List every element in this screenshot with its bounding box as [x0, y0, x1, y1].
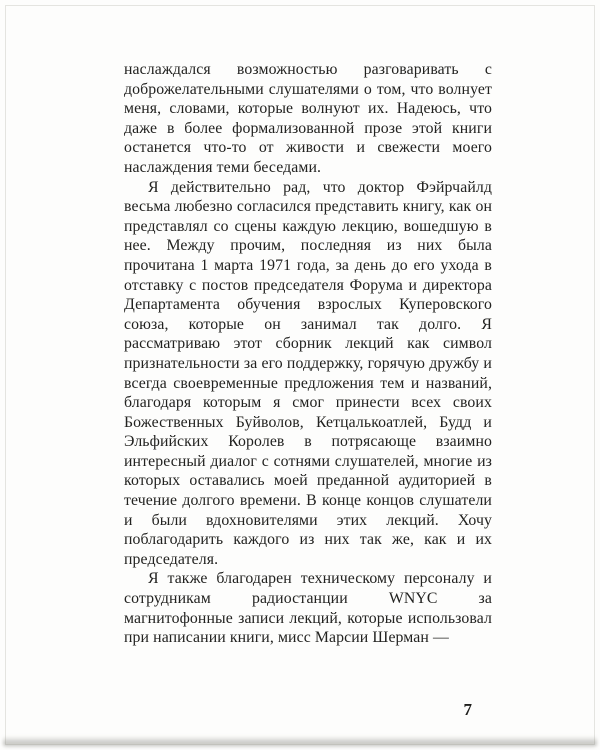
page-number: 7 — [463, 700, 472, 719]
paragraph-continuation: наслаждался возможностью разговаривать с доброжелательными слушателями о том, что волнует меня, словами, которые волнуют их. Надеюсь, что даже в более формализованной прозе этой книги останется что-то от живости и свежести моего наслаждения теми беседами. — [124, 61, 492, 176]
scan-bottom-shadow — [3, 736, 597, 747]
page-text-block — [124, 60, 492, 648]
paragraph: Я также благодарен техническому персоналу и сотрудникам радиостанции WNYC за магнитофонные записи лекций, которые использовал при написании книги, мисс Марсии Шерман — — [124, 570, 492, 647]
paragraph: Я действительно рад, что доктор Фэйрчайлд весьма любезно согласился представить книгу, как он представлял со сцены каждую лекцию, вошедшую в нее. Между прочим, последняя из них была прочитана 1 марта 1971 года, за день до его ухода в отставку с постов председателя Форума и директора Департамента обучения взрослых Куперовского союза, которые он занимал так долго. Я рассматриваю этот сборник лекций как символ признательности за его поддержку, горячую дружбу и всегда своевременные предложения тем и названий, благодаря которым я смог принести всех своих Божественных Буйволов, Кетцалькоатлей, Будд и Эльфийских Королев в потрясающе взаимно интересный диалог с сотнями слушателей, многие из которых оставались моей преданной аудиторией в течение долгого времени. В конце концов слушатели и были вдохновителями этих лекций. Хочу поблагодарить каждого из них так же, как и их председателя. — [124, 178, 492, 568]
